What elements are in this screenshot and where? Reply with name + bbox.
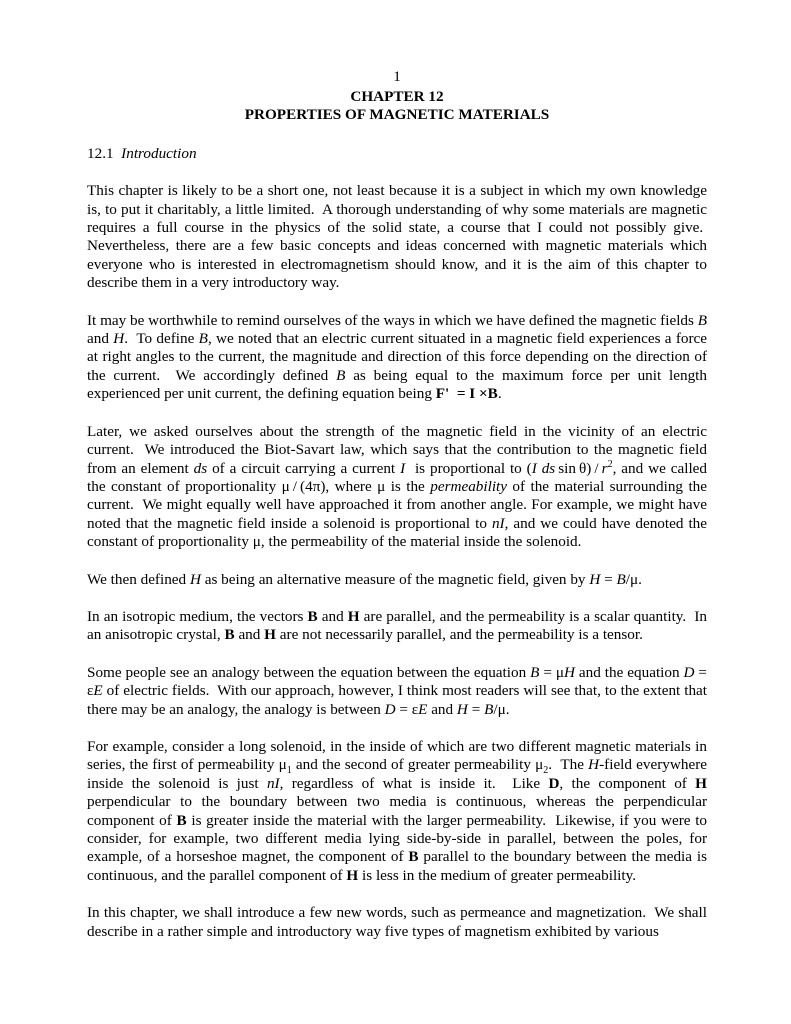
page-number: 1	[393, 68, 401, 85]
paragraph-solenoid-example: For example, consider a long solenoid, in the inside of which are two different magnetic materials in series, the first of permeability $\mu_1$ and the second of greater permeability $\mu_2$. The H-field everywhere inside the solenoid is just nI, regardless of what is inside it. Like D, the component of H perpendicular to the boundary between two media is continuous, whereas the perpendicular component of B is greater inside the material with the larger permeability. Likewise, if you were to consider, for example, two different media lying side-by-side in parallel, between the poles, for example, of a horseshoe magnet, the component of B parallel to the boundary between the media is continuous, and the parallel component of H is less in the medium of greater permeability.	[87, 737, 708, 884]
paragraph-biot-savart: Later, we asked ourselves about the strength of the magnetic field in the vicinity of an electric current. We introduced the Biot-Savart law, which says that the contribution to the magnetic field from an element ds of a circuit carrying a current I is proportional to (I ds $\sin \theta) / r^2$, and we called the constant of proportionality μ / (4π), where μ is the permeability of the material surrounding the current. We might equally well have approached it from another angle. For example, we might have noted that the magnetic field inside a solenoid is proportional to nI, and we could have denoted the constant of proportionality μ, the permeability of the material inside the solenoid.	[87, 422, 708, 551]
section-number: 12.1	[87, 144, 114, 162]
paragraph-isotropic: In an isotropic medium, the vectors B and H are parallel, and the permeability is a scalar quantity. In an anisotropic crystal, B and H are not necessarily parallel, and the permeability is a tensor.	[87, 607, 707, 644]
chapter-label: CHAPTER 12	[350, 88, 444, 105]
paragraph-chapter-overview: In this chapter, we shall introduce a few new words, such as permeance and magnetization. We shall describe in a rather simple and introductory way five types of magnetism exhibited by various	[87, 904, 707, 940]
paragraph-analogy: Some people see an analogy between the equation between the equation B = μH and the equation D = εE of electric fields. With our approach, however, I think most readers will see that, to the extent that there may be an analogy, the analogy is between D = εE and H = B/μ.	[87, 663, 707, 718]
paragraph-h-definition: We then defined H as being an alternative measure of the magnetic field, given by H = B/μ.	[87, 570, 642, 588]
section-title: Introduction	[121, 144, 197, 162]
paragraph-intro: This chapter is likely to be a short one, not least because it is a subject in which my own knowledge is, to put it charitably, a little limited. A thorough understanding of why some materials are magnetic requires a full course in the physics of the solid state, a course that I could not possibly give. Nevertheless, there are a few basic concepts and ideas concerned with magnetic materials which everyone who is interested in electromagnetism should know, and it is the aim of this chapter to describe them in a very introductory way.	[87, 182, 707, 292]
paragraph-fields-definition: It may be worthwhile to remind ourselves of the ways in which we have defined the magnetic fields B and H. To define B, we noted that an electric current situated in a magnetic field experiences a force at right angles to the current, the magnitude and direction of this force depending on the direction of the current. We accordingly defined B as being equal to the maximum force per unit length experienced per unit current, the defining equation being F' = I ×B.	[87, 311, 708, 403]
chapter-title: PROPERTIES OF MAGNETIC MATERIALS	[244, 106, 550, 124]
document-page	[87, 68, 707, 941]
section-heading	[87, 145, 707, 163]
